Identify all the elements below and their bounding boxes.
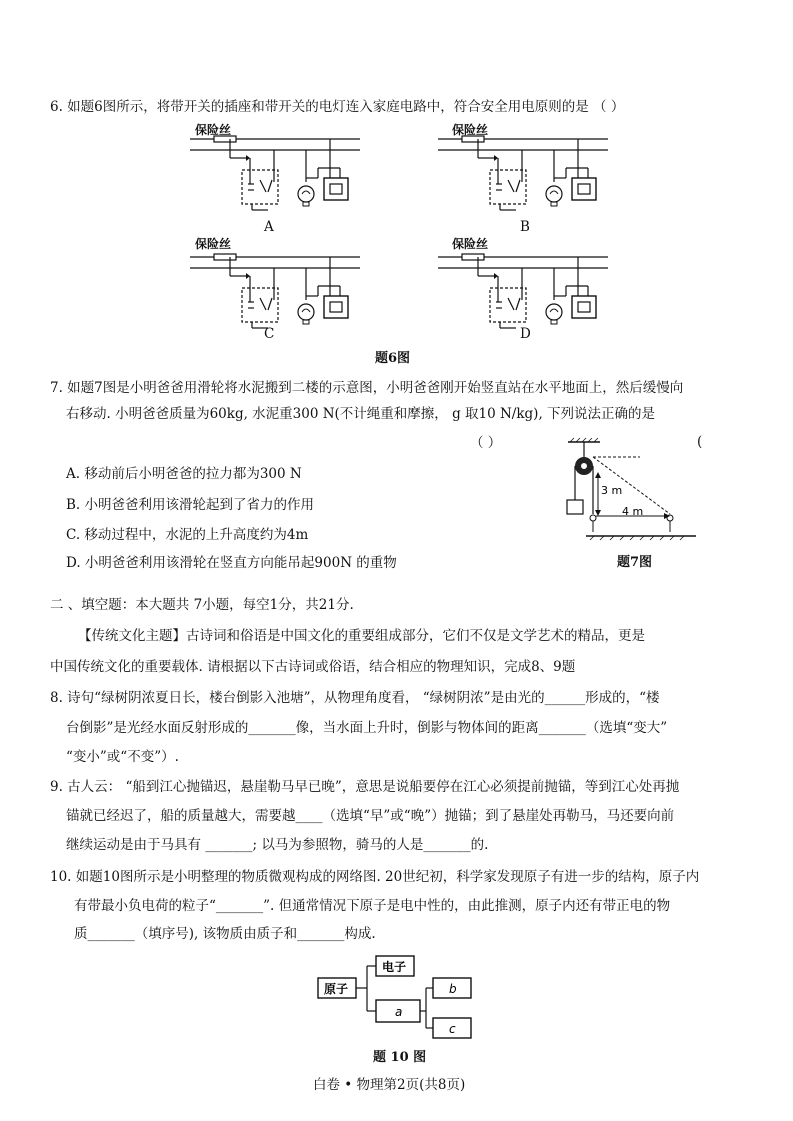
figure-7-pulley (560, 434, 703, 548)
question-10-line2: 有带最小负电荷的粒子“_______”. 但通常情况下原子是电中性的，由此推测，原子内还有带正电的物 (74, 898, 671, 914)
question-10-line3: 质_______（填序号), 该物质由质子和_______构成. (74, 926, 376, 942)
node-c: c (449, 1022, 456, 1036)
fuse-label-a: 保险丝 (195, 123, 232, 137)
figure-6-caption: 题6图 (375, 351, 411, 366)
question-7-line1: 7. 如题7图是小明爸爸用滑轮将水泥搬到二楼的示意图，小明爸爸刚开始竖直站在水平地面上，然后缓慢向 (50, 380, 684, 396)
fuse-label-d: 保险丝 (452, 237, 489, 251)
page-footer: 白卷 • 物理第2页(共8页) (313, 1077, 466, 1093)
q7-option-c: C. 移动过程中，水泥的上升高度约为4m (66, 527, 309, 543)
question-8-line1: 8. 诗句“绿树阴浓夏日长，楼台倒影入池塘”，从物理角度看， “绿树阴浓”是由光的______形成的，“楼 (50, 690, 660, 706)
option-label-d: D (520, 326, 531, 342)
node-electron: 电子 (382, 960, 407, 974)
figure-6-circuits (180, 118, 620, 350)
fig7-width-label: 4 m (622, 505, 644, 518)
question-10-line1: 10. 如题10图所示是小明整理的物质微观构成的网络图. 20世纪初，科学家发现原子有进一步的结构，原子内 (50, 869, 700, 885)
node-atom: 原子 (324, 982, 349, 996)
fig7-height-label: 3 m (601, 484, 623, 497)
section-2-intro-line1: 【传统文化主题】古诗词和俗语是中国文化的重要组成部分，它们不仅是文学艺术的精品，更是 (78, 628, 645, 644)
question-9-line1: 9. 古人云： “船到江心抛锚迟，悬崖勒马早已晚”，意思是说船要停在江心必须提前抛锚，等到江心处再抛 (50, 779, 680, 795)
question-6-text: 6. 如题6图所示，将带开关的插座和带开关的电灯连入家庭电路中，符合安全用电原则的是 （ ） (50, 99, 625, 115)
fuse-label-c: 保险丝 (195, 237, 232, 251)
figure-10-network (315, 950, 475, 1042)
q7-option-b: B. 小明爸爸利用该滑轮起到了省力的作用 (66, 497, 315, 513)
q7-option-a: A. 移动前后小明爸爸的拉力都为300 N (66, 466, 302, 482)
node-a: a (395, 1005, 403, 1019)
option-label-b: B (520, 219, 530, 235)
option-label-a: A (264, 219, 274, 235)
section-2-intro-line2: 中国传统文化的重要载体. 请根据以下古诗词或俗语，结合相应的物理知识，完成8、9题 (50, 659, 576, 675)
option-label-c: C (264, 326, 275, 342)
question-7-bracket: （ ） (470, 435, 502, 451)
question-9-line2: 锚就已经迟了，船的质量越大，需要越____（选填“早”或“晚”）抛锚；到了悬崖处再勒马，马还要向前 (66, 808, 675, 824)
figure-10-caption: 题 10 图 (373, 1050, 427, 1065)
figure-7-caption: 题7图 (617, 555, 653, 570)
section-2-title: 二 、填空题：本大题共 7小题，每空1分，共21分. (50, 597, 354, 613)
stray-mark: ( (697, 434, 703, 450)
question-7-line2: 右移动. 小明爸爸质量为60kg, 水泥重300 N(不计绳重和摩擦， g 取10 N/kg), 下列说法正确的是 (66, 406, 656, 422)
node-b: b (449, 982, 457, 996)
question-9-line3: 继续运动是由于马具有 _______; 以马为参照物，骑马的人是_______的. (66, 837, 489, 853)
q7-option-d: D. 小明爸爸利用该滑轮在竖直方向能吊起900N 的重物 (66, 555, 397, 571)
question-8-line3: “变小”或“不变”）. (66, 749, 179, 765)
question-8-line2: 台倒影”是光经水面反射形成的_______像，当水面上升时，倒影与物体间的距离_______（选填“变大” (66, 720, 668, 736)
fuse-label-b: 保险丝 (452, 123, 489, 137)
